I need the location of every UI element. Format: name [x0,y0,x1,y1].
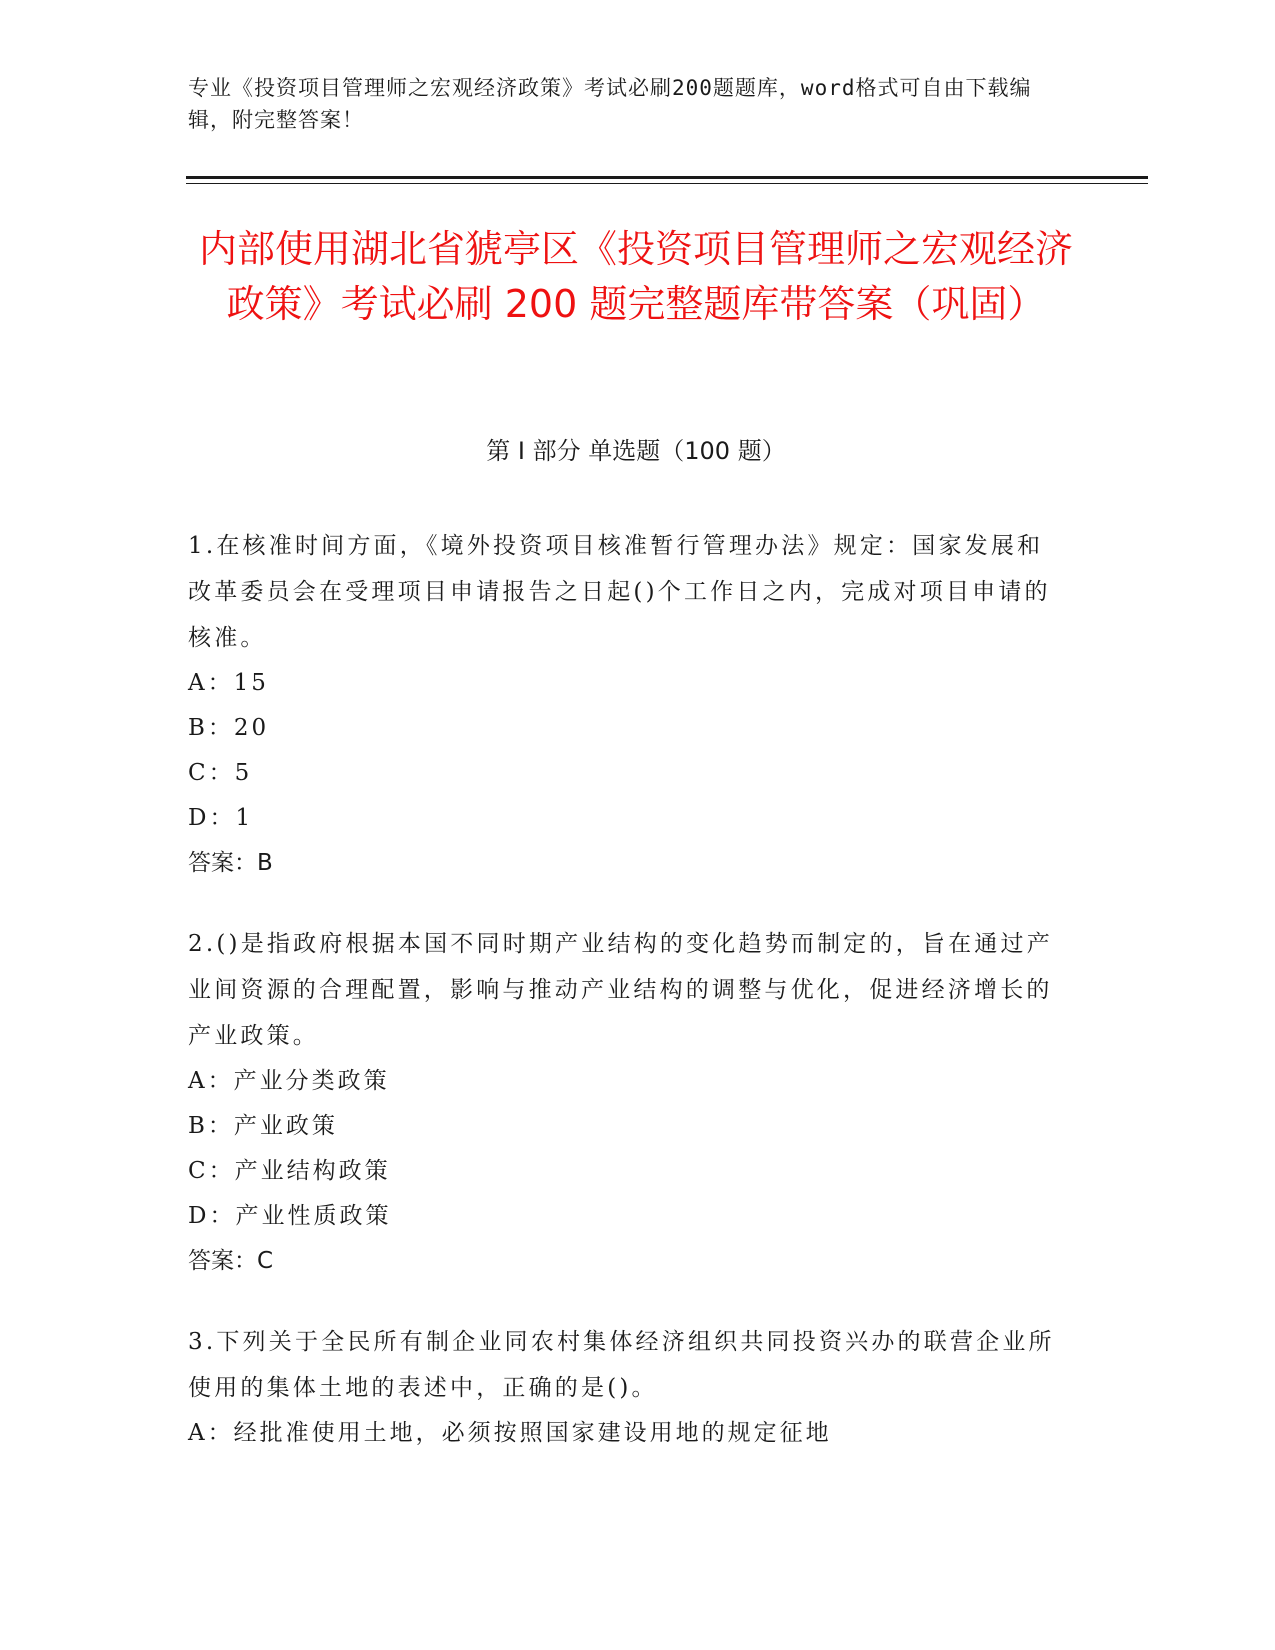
document-title: 内部使用湖北省猇亭区《投资项目管理师之宏观经济政策》考试必刷 200 题完整题库带答案（巩固） [198,227,1073,326]
option-a: A：产业分类政策 [188,1068,390,1094]
question-list [188,523,1068,1491]
option-d: D：1 [188,805,254,831]
answer-text: 答案：B [188,850,273,876]
answer-text: 答案：C [188,1248,274,1274]
header-note: 专业《投资项目管理师之宏观经济政策》考试必刷200题题库，word格式可自由下载编辑，附完整答案！ [188,76,1032,132]
header-divider-thin [186,183,1148,184]
option-b: B：20 [188,715,270,741]
question-item-1 [188,523,1068,886]
option-c: C：5 [188,760,253,786]
option-b: B：产业政策 [188,1113,338,1139]
option-a: A：经批准使用土地，必须按照国家建设用地的规定征地 [188,1420,832,1446]
question-text: 1.在核准时间方面，《境外投资项目核准暂行管理办法》规定：国家发展和改革委员会在受理项目申请报告之日起()个工作日之内，完成对项目申请的核准。 [188,533,1051,651]
section-title: 第 I 部分 单选题（100 题） [486,437,786,465]
question-text: 3.下列关于全民所有制企业同农村集体经济组织共同投资兴办的联营企业所使用的集体土地的表述中，正确的是()。 [188,1329,1055,1401]
question-item-2 [188,921,1068,1284]
header-divider [186,176,1148,179]
question-text: 2.()是指政府根据本国不同时期产业结构的变化趋势而制定的，旨在通过产业间资源的合理配置，影响与推动产业结构的调整与优化，促进经济增长的产业政策。 [188,931,1053,1049]
option-a: A：15 [188,670,269,696]
option-d: D：产业性质政策 [188,1203,392,1229]
option-c: C：产业结构政策 [188,1158,391,1184]
question-item-3 [188,1319,1068,1456]
